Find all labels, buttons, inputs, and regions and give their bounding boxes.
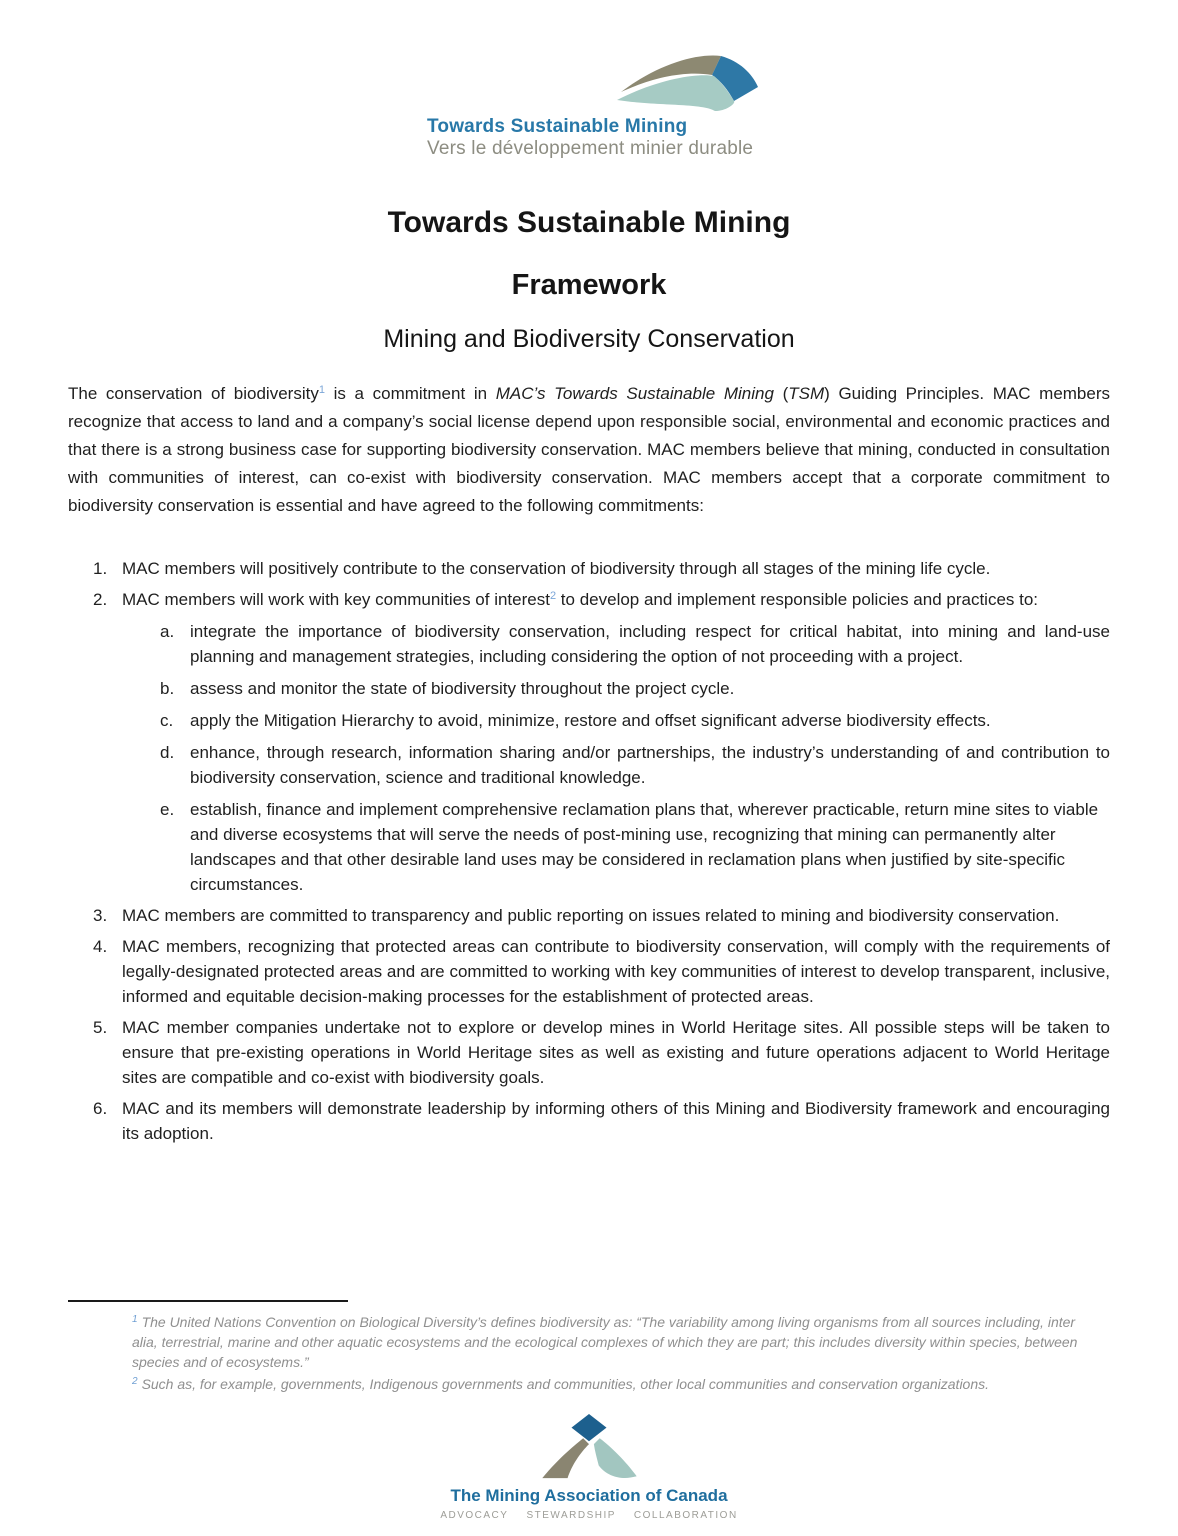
tsm-swoosh-logo-icon xyxy=(615,48,761,114)
intro-italic-tsm: MAC’s Towards Sustainable Mining xyxy=(495,384,774,403)
footnote-1-text: The United Nations Convention on Biological Diversity’s defines biodiversity as: “The variability among living organisms from all sources including, inter alia, terrestrial, marine and other aquatic ecosystems and the ecological complexes of which they are part; this includes diversity within species, between species and of ecosystems.” xyxy=(132,1314,1078,1370)
footnote-ref-2[interactable]: 2 xyxy=(549,590,557,602)
list-item-text: MAC member companies undertake not to explore or develop mines in World Heritage sites. All possible steps will be taken to ensure that pre-existing operations in World Heritage sites as well as existing and future operations adjacent to World Heritage sites are compatible and co-exist with biodiversity goals. xyxy=(122,1018,1110,1087)
sub-item-letter: e. xyxy=(160,800,175,819)
list-item-4 xyxy=(68,934,1110,1009)
sub-item-text: enhance, through research, information sharing and/or partnerships, the industry’s understanding of and contribution to biodiversity conservation, science and traditional knowledge. xyxy=(190,743,1110,787)
tsm-logo-title: Towards Sustainable Mining xyxy=(427,116,688,137)
footnote-1-number[interactable]: 1 xyxy=(132,1314,138,1325)
document-subtitle: Framework xyxy=(511,269,667,301)
intro-text: The conservation of biodiversity xyxy=(68,384,319,403)
sub-item-letter: a. xyxy=(160,622,175,641)
list-item-text: MAC and its members will demonstrate leadership by informing others of this Mining and Biodiversity framework and encouraging its adoption. xyxy=(122,1099,1110,1143)
sub-item-text: establish, finance and implement comprehensive reclamation plans that, wherever practicable, return mine sites to viable and diverse ecosystems that will serve the needs of post-mining use, recognizing that mining can permanently alter landscapes and that other desirable land uses may be considered in reclamation plans when justified by site-specific circumstances. xyxy=(190,800,1099,894)
mac-mountain-logo-icon xyxy=(537,1412,641,1484)
list-number: 5. xyxy=(93,1018,108,1037)
sub-commitments-list xyxy=(160,619,1110,897)
sub-item-a xyxy=(160,619,1110,669)
intro-italic-tsm-abbr: TSM xyxy=(788,384,825,403)
sub-item-e xyxy=(160,797,1110,897)
sub-item-text: assess and monitor the state of biodiversity throughout the project cycle. xyxy=(190,679,735,698)
list-item-text: MAC members will work with key communities of interest xyxy=(122,590,550,609)
tsm-logo-text xyxy=(427,116,753,160)
footnote-2-number[interactable]: 2 xyxy=(132,1376,138,1387)
tagline-advocacy: ADVOCACY xyxy=(440,1510,509,1521)
tagline-stewardship: STEWARDSHIP xyxy=(526,1510,616,1521)
sub-item-b xyxy=(160,676,1110,701)
footnotes-section xyxy=(68,1300,1110,1396)
sub-item-text: apply the Mitigation Hierarchy to avoid, minimize, restore and offset significant adverse biodiversity effects. xyxy=(190,711,991,730)
mac-logo-title: The Mining Association of Canada xyxy=(450,1486,728,1505)
footnote-divider xyxy=(68,1300,348,1302)
list-item-2-paragraph xyxy=(122,587,1110,612)
document-title: Towards Sustainable Mining xyxy=(387,206,791,239)
footnote-ref-1[interactable]: 1 xyxy=(318,384,325,396)
footnote-2 xyxy=(132,1374,1084,1394)
footnote-2-text: Such as, for example, governments, Indigenous governments and communities, other local communities and conservation organizations. xyxy=(141,1376,990,1392)
intro-text: ( xyxy=(773,384,789,403)
sub-item-c xyxy=(160,708,1110,733)
mac-footer-logo xyxy=(0,1412,1178,1521)
tsm-header-logo xyxy=(421,48,761,162)
list-item-3 xyxy=(68,903,1110,928)
list-number: 2. xyxy=(93,590,108,609)
list-item-text xyxy=(122,587,1110,897)
list-item-text: MAC members, recognizing that protected areas can contribute to biodiversity conservation, will comply with the requirements of legally-designated protected areas and are committed to working with key communities of interest to develop transparent, inclusive, informed and equitable decision-making processes for the establishment of protected areas. xyxy=(122,937,1110,1006)
tagline-collaboration: COLLABORATION xyxy=(633,1510,738,1521)
list-number: 6. xyxy=(93,1099,108,1118)
sub-item-letter: b. xyxy=(160,679,175,698)
list-item-text: to develop and implement responsible policies and practices to: xyxy=(556,590,1039,609)
intro-paragraph xyxy=(68,380,1110,520)
mac-logo-tagline xyxy=(0,1510,1178,1521)
section-title: Mining and Biodiversity Conservation xyxy=(383,325,795,353)
list-number: 3. xyxy=(93,906,108,925)
list-number: 1. xyxy=(93,559,108,578)
commitments-list xyxy=(68,556,1110,1152)
footnote-1 xyxy=(132,1312,1084,1372)
intro-text: ) Guiding Principles. MAC members recognize that access to land and a company’s social license depend upon responsible social, environmental and economic practices and that there is a strong business case for supporting biodiversity conservation. MAC members believe that mining, conducted in consultation with communities of interest, can co-exist with biodiversity conservation. MAC members accept that a corporate commitment to biodiversity conservation is essential and have agreed to the following commitments: xyxy=(68,384,1111,515)
sub-item-d xyxy=(160,740,1110,790)
intro-text: is a commitment in xyxy=(324,384,496,403)
list-item-text: MAC members will positively contribute to the conservation of biodiversity through all stages of the mining life cycle. xyxy=(122,559,991,578)
list-item-2 xyxy=(68,587,1110,897)
sub-item-letter: d. xyxy=(160,743,175,762)
sub-item-text: integrate the importance of biodiversity conservation, including respect for critical habitat, into mining and land-use planning and management strategies, including considering the option of not proceeding with a project. xyxy=(190,622,1110,666)
list-number: 4. xyxy=(93,937,108,956)
list-item-5 xyxy=(68,1015,1110,1090)
list-item-text: MAC members are committed to transparency and public reporting on issues related to mining and biodiversity conservation. xyxy=(122,906,1060,925)
list-item-6 xyxy=(68,1096,1110,1146)
sub-item-letter: c. xyxy=(160,711,174,730)
tsm-logo-subtitle: Vers le développement minier durable xyxy=(427,138,754,159)
list-item-1 xyxy=(68,556,1110,581)
